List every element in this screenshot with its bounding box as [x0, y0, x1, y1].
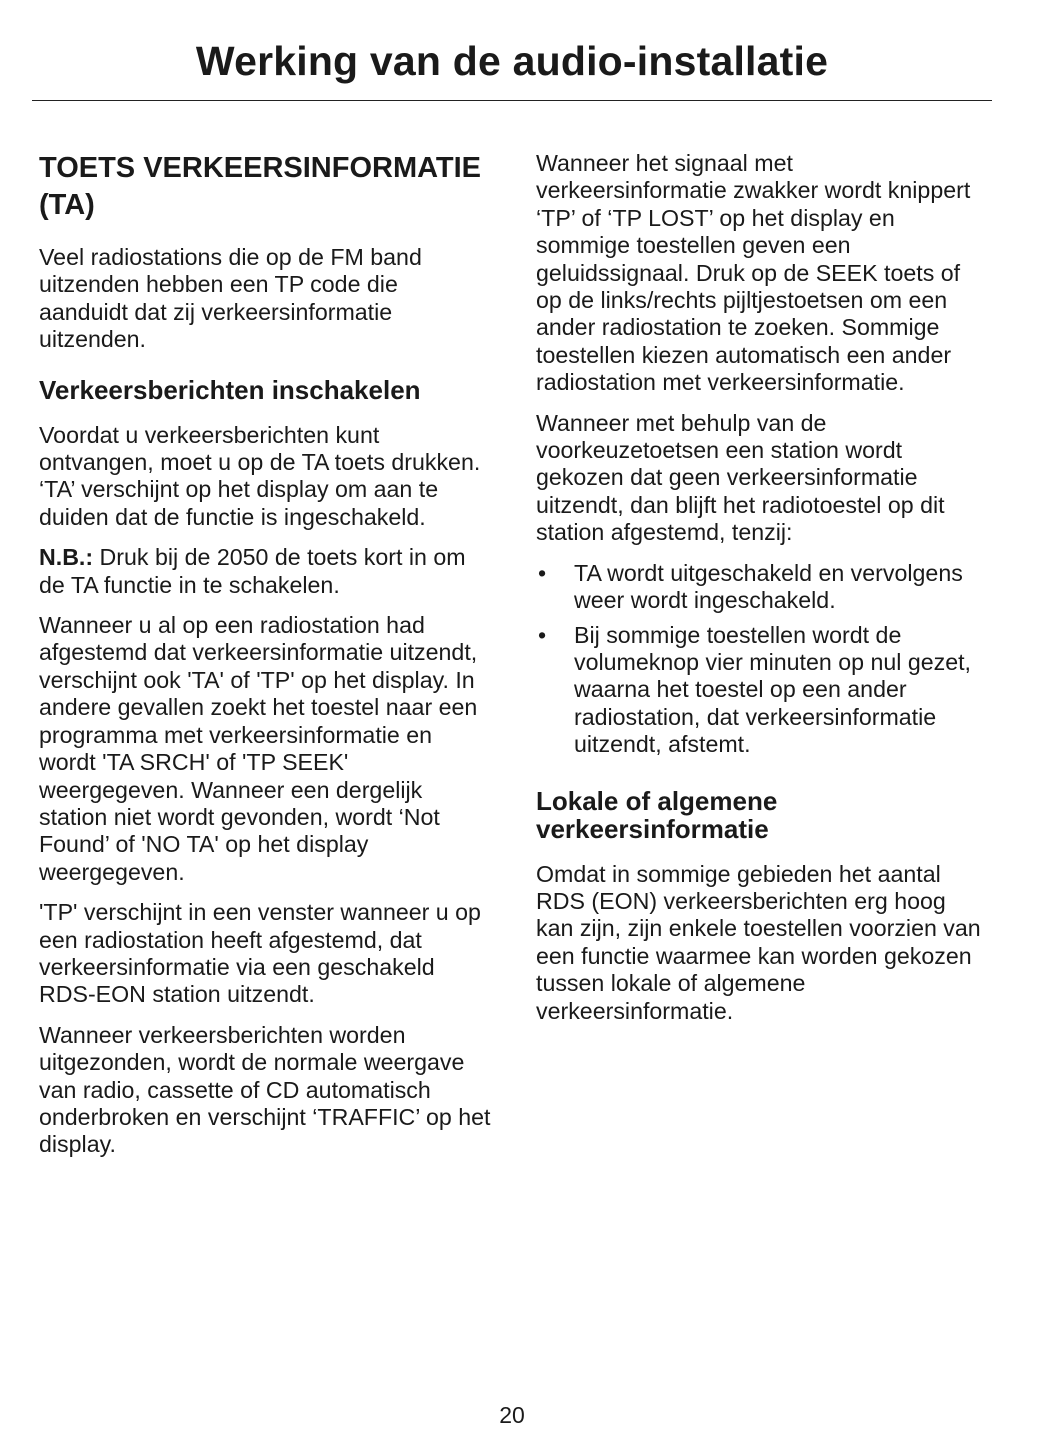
left-column: [39, 150, 491, 1172]
paragraph-voorkeuze: Wanneer met behulp van de voorkeuzetoetsen een station wordt gekozen dat geen verkeersinformatie uitzendt, dan blijft het radiotoestel op dit station afgestemd, tenzij:: [536, 409, 945, 546]
page-title: Werking van de audio-installatie: [195, 38, 829, 84]
list-item: [536, 622, 988, 759]
bullet-icon: •: [538, 621, 547, 648]
paragraph-tp-venster: 'TP' verschijnt in een venster wanneer u op een radiostation heeft afgestemd, dat verkeersinformatie via een geschakeld RDS-EON station uitzendt.: [39, 899, 481, 1008]
list-item: [536, 560, 988, 615]
list-item-text: Bij sommige toestellen wordt de volumeknop vier minuten op nul gezet, waarna het toestel op een ander radiostation, dat verkeersinformatie uitzendt, afstemt.: [574, 621, 971, 758]
bullet-list: [536, 560, 988, 759]
title-divider: [32, 100, 992, 101]
subheading-inschakelen: Verkeersberichten inschakelen: [39, 374, 421, 405]
intro-paragraph: Veel radiostations die op de FM band uitzenden hebben een TP code die aanduidt dat zij verkeersinformatie uitzenden.: [39, 244, 422, 353]
subheading-lokale: Lokale of algemene verkeersinformatie: [536, 785, 778, 844]
right-column: [536, 150, 988, 1038]
note-text: Druk bij de 2050 de toets kort in om de TA functie in te schakelen.: [39, 544, 466, 598]
page-number: 20: [499, 1402, 525, 1428]
paragraph-afgestemd: Wanneer u al op een radiostation had afgestemd dat verkeersinformatie uitzendt, verschijnt ook 'TA' of 'TP' op het display. In andere gevallen zoekt het toestel naar een programma met verkeersinformatie en wordt 'TA SRCH' of 'TP SEEK' weergegeven. Wanneer een dergelijk station niet wordt gevonden, wordt ‘Not Found’ of 'NO TA' op het display weergegeven.: [39, 612, 478, 885]
section-heading: TOETS VERKEERSINFORMATIE (TA): [39, 152, 482, 221]
paragraph-signaal: Wanneer het signaal met verkeersinformatie zwakker wordt knippert ‘TP’ of ‘TP LOST’ op het display en sommige toestellen geven een geluidssignaal. Druk op de SEEK toets of op de links/rechts pijltjestoetsen om een ander radiostation te zoeken. Sommige toestellen kiezen automatisch een ander radiostation met verkeersinformatie.: [536, 150, 971, 396]
paragraph-rds-eon: Omdat in sommige gebieden het aantal RDS (EON) verkeersberichten erg hoog kan zijn, zijn enkele toestellen voorzien van een functie waarmee kan worden gekozen tussen lokale of algemene verkeersinformatie.: [536, 860, 981, 1024]
note-label: N.B.:: [39, 544, 94, 571]
list-item-text: TA wordt uitgeschakeld en vervolgens weer wordt ingeschakeld.: [574, 559, 963, 614]
note-paragraph: [39, 544, 491, 599]
bullet-icon: •: [538, 559, 547, 586]
paragraph-ta-toets: Voordat u verkeersberichten kunt ontvangen, moet u op de TA toets drukken. ‘TA’ verschijnt op het display om aan te duiden dat de functie is ingeschakeld.: [39, 421, 481, 530]
paragraph-traffic: Wanneer verkeersberichten worden uitgezonden, wordt de normale weergave van radio, cassette of CD automatisch onderbroken en verschijnt ‘TRAFFIC’ op het display.: [39, 1021, 491, 1158]
